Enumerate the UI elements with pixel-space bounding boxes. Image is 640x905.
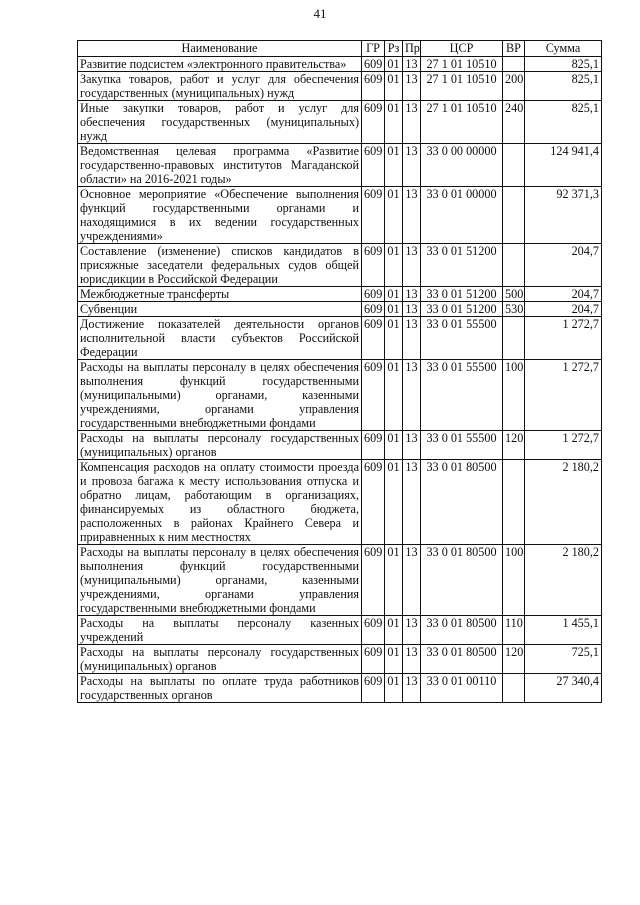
cell-rz: 01 xyxy=(385,616,403,645)
cell-vr: 200 xyxy=(503,72,525,101)
cell-gr: 609 xyxy=(362,431,385,460)
table-row xyxy=(78,460,602,545)
cell-pr: 13 xyxy=(403,72,421,101)
cell-csr: 33 0 01 51200 xyxy=(421,244,503,287)
cell-vr xyxy=(503,57,525,72)
cell-name: Расходы на выплаты персоналу государственных (муниципальных) органов xyxy=(78,431,362,460)
cell-sum: 825,1 xyxy=(525,72,602,101)
cell-rz: 01 xyxy=(385,360,403,431)
cell-gr: 609 xyxy=(362,57,385,72)
cell-name: Иные закупки товаров, работ и услуг для обеспечения государственных (муниципальных) нужд xyxy=(78,101,362,144)
cell-name: Расходы на выплаты персоналу в целях обеспечения выполнения функций государственными (муниципальными) органами, казенными учреждениями, органами управления государственными внебюджетными фондами xyxy=(78,360,362,431)
cell-gr: 609 xyxy=(362,244,385,287)
table-row xyxy=(78,72,602,101)
cell-name: Межбюджетные трансферты xyxy=(78,287,362,302)
cell-rz: 01 xyxy=(385,460,403,545)
cell-pr: 13 xyxy=(403,244,421,287)
table-header-row xyxy=(78,41,602,57)
cell-gr: 609 xyxy=(362,545,385,616)
cell-csr: 27 1 01 10510 xyxy=(421,72,503,101)
cell-csr: 33 0 01 80500 xyxy=(421,645,503,674)
cell-vr: 100 xyxy=(503,360,525,431)
budget-table xyxy=(77,40,602,703)
cell-sum: 825,1 xyxy=(525,101,602,144)
header-vr: ВР xyxy=(503,41,525,57)
cell-name: Расходы на выплаты по оплате труда работников государственных органов xyxy=(78,674,362,703)
cell-vr xyxy=(503,460,525,545)
cell-sum: 825,1 xyxy=(525,57,602,72)
cell-pr: 13 xyxy=(403,616,421,645)
cell-vr: 120 xyxy=(503,645,525,674)
cell-vr xyxy=(503,144,525,187)
cell-csr: 33 0 01 51200 xyxy=(421,287,503,302)
table-row xyxy=(78,431,602,460)
cell-rz: 01 xyxy=(385,57,403,72)
cell-vr xyxy=(503,187,525,244)
cell-name: Субвенции xyxy=(78,302,362,317)
header-gr: ГР xyxy=(362,41,385,57)
header-rz: Рз xyxy=(385,41,403,57)
cell-csr: 33 0 01 80500 xyxy=(421,460,503,545)
cell-vr: 530 xyxy=(503,302,525,317)
cell-rz: 01 xyxy=(385,144,403,187)
cell-pr: 13 xyxy=(403,302,421,317)
cell-name: Расходы на выплаты персоналу казенных учреждений xyxy=(78,616,362,645)
cell-vr: 500 xyxy=(503,287,525,302)
cell-name: Расходы на выплаты персоналу в целях обеспечения выполнения функций государственными (муниципальными) органами, казенными учреждениями, органами управления государственными внебюджетными фондами xyxy=(78,545,362,616)
header-name: Наименование xyxy=(78,41,362,57)
cell-pr: 13 xyxy=(403,144,421,187)
table-row xyxy=(78,317,602,360)
cell-csr: 33 0 01 80500 xyxy=(421,545,503,616)
cell-gr: 609 xyxy=(362,302,385,317)
cell-csr: 33 0 01 55500 xyxy=(421,431,503,460)
cell-csr: 33 0 01 80500 xyxy=(421,616,503,645)
table-row xyxy=(78,244,602,287)
cell-pr: 13 xyxy=(403,360,421,431)
cell-gr: 609 xyxy=(362,645,385,674)
cell-gr: 609 xyxy=(362,360,385,431)
cell-rz: 01 xyxy=(385,244,403,287)
cell-pr: 13 xyxy=(403,287,421,302)
table-row xyxy=(78,674,602,703)
cell-sum: 725,1 xyxy=(525,645,602,674)
cell-csr: 33 0 01 00110 xyxy=(421,674,503,703)
cell-name: Ведомственная целевая программа «Развитие государственно-правовых институтов Магаданской области» на 2016-2021 годы» xyxy=(78,144,362,187)
cell-sum: 1 272,7 xyxy=(525,360,602,431)
table-row xyxy=(78,187,602,244)
cell-gr: 609 xyxy=(362,460,385,545)
cell-sum: 1 272,7 xyxy=(525,317,602,360)
cell-rz: 01 xyxy=(385,187,403,244)
cell-gr: 609 xyxy=(362,187,385,244)
cell-name: Составление (изменение) списков кандидатов в присяжные заседатели федеральных судов общей юрисдикции в Российской Федерации xyxy=(78,244,362,287)
cell-sum: 27 340,4 xyxy=(525,674,602,703)
cell-csr: 27 1 01 10510 xyxy=(421,57,503,72)
cell-name: Развитие подсистем «электронного правительства» xyxy=(78,57,362,72)
cell-vr xyxy=(503,674,525,703)
cell-sum: 204,7 xyxy=(525,302,602,317)
cell-gr: 609 xyxy=(362,144,385,187)
cell-sum: 204,7 xyxy=(525,287,602,302)
cell-pr: 13 xyxy=(403,545,421,616)
cell-rz: 01 xyxy=(385,645,403,674)
cell-rz: 01 xyxy=(385,302,403,317)
cell-gr: 609 xyxy=(362,317,385,360)
cell-name: Основное мероприятие «Обеспечение выполнения функций государственными органами и находящимися в их ведении государственных учреждениями» xyxy=(78,187,362,244)
cell-pr: 13 xyxy=(403,460,421,545)
cell-pr: 13 xyxy=(403,645,421,674)
table-row xyxy=(78,57,602,72)
cell-csr: 27 1 01 10510 xyxy=(421,101,503,144)
cell-sum: 2 180,2 xyxy=(525,545,602,616)
header-csr: ЦСР xyxy=(421,41,503,57)
cell-gr: 609 xyxy=(362,674,385,703)
cell-vr: 100 xyxy=(503,545,525,616)
cell-pr: 13 xyxy=(403,431,421,460)
cell-pr: 13 xyxy=(403,57,421,72)
page-number: 41 xyxy=(313,6,327,21)
cell-rz: 01 xyxy=(385,674,403,703)
cell-sum: 204,7 xyxy=(525,244,602,287)
table-body xyxy=(78,57,602,703)
table-row xyxy=(78,545,602,616)
table-row xyxy=(78,302,602,317)
cell-pr: 13 xyxy=(403,317,421,360)
cell-rz: 01 xyxy=(385,287,403,302)
cell-csr: 33 0 01 55500 xyxy=(421,360,503,431)
cell-name: Закупка товаров, работ и услуг для обеспечения государственных (муниципальных) нужд xyxy=(78,72,362,101)
table-row xyxy=(78,287,602,302)
cell-sum: 1 272,7 xyxy=(525,431,602,460)
header-sum: Сумма xyxy=(525,41,602,57)
header-pr: Пр xyxy=(403,41,421,57)
table-row xyxy=(78,360,602,431)
cell-csr: 33 0 01 51200 xyxy=(421,302,503,317)
table-row xyxy=(78,144,602,187)
cell-rz: 01 xyxy=(385,72,403,101)
cell-sum: 124 941,4 xyxy=(525,144,602,187)
table-row xyxy=(78,101,602,144)
cell-gr: 609 xyxy=(362,287,385,302)
cell-csr: 33 0 01 00000 xyxy=(421,187,503,244)
cell-gr: 609 xyxy=(362,616,385,645)
cell-csr: 33 0 01 55500 xyxy=(421,317,503,360)
cell-vr xyxy=(503,317,525,360)
cell-rz: 01 xyxy=(385,317,403,360)
cell-sum: 92 371,3 xyxy=(525,187,602,244)
cell-csr: 33 0 00 00000 xyxy=(421,144,503,187)
cell-rz: 01 xyxy=(385,545,403,616)
cell-vr xyxy=(503,244,525,287)
cell-pr: 13 xyxy=(403,187,421,244)
cell-vr: 110 xyxy=(503,616,525,645)
cell-sum: 1 455,1 xyxy=(525,616,602,645)
cell-pr: 13 xyxy=(403,101,421,144)
cell-rz: 01 xyxy=(385,101,403,144)
cell-gr: 609 xyxy=(362,101,385,144)
cell-name: Компенсация расходов на оплату стоимости проезда и провоза багажа к месту использования отпуска и обратно лицам, работающим в организациях, финансируемых из областного бюджета, расположенных в районах Крайнего Севера и приравненных к ним местностях xyxy=(78,460,362,545)
cell-pr: 13 xyxy=(403,674,421,703)
cell-gr: 609 xyxy=(362,72,385,101)
cell-vr: 240 xyxy=(503,101,525,144)
cell-vr: 120 xyxy=(503,431,525,460)
table-row xyxy=(78,616,602,645)
cell-sum: 2 180,2 xyxy=(525,460,602,545)
cell-name: Расходы на выплаты персоналу государственных (муниципальных) органов xyxy=(78,645,362,674)
cell-rz: 01 xyxy=(385,431,403,460)
table-row xyxy=(78,645,602,674)
cell-name: Достижение показателей деятельности органов исполнительной власти субъектов Российской Федерации xyxy=(78,317,362,360)
